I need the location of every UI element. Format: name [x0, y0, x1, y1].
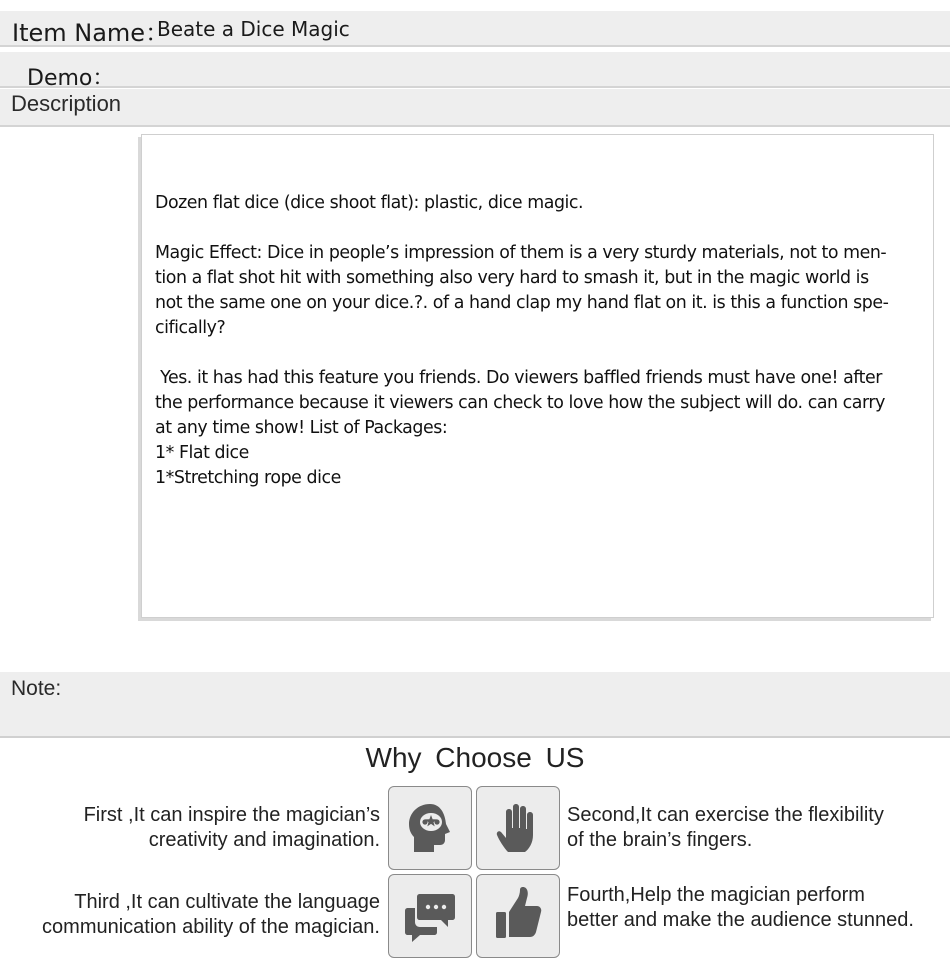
note-bar — [0, 672, 950, 738]
item-name-label: Item Name： — [12, 19, 170, 47]
note-label: Note: — [11, 677, 62, 700]
package-item: 1* Flat dice — [155, 443, 249, 463]
description-bar — [0, 89, 950, 127]
description-text — [155, 191, 935, 491]
feature-line: communication ability of the magician. — [42, 916, 380, 938]
description-line: Yes. it has had this feature you friends. Do viewers baffled friends must have one! after — [155, 368, 882, 388]
feature-2-tile — [476, 786, 560, 870]
feature-line: creativity and imagination. — [148, 829, 380, 851]
feature-line: Fourth,Help the magician perform — [567, 884, 865, 906]
feature-line: Third ,It can cultivate the language — [74, 891, 380, 913]
feature-4-text — [567, 883, 914, 933]
demo-label: Demo： — [27, 66, 115, 91]
feature-4-tile — [476, 874, 560, 958]
description-paragraph-1: Dozen flat dice (dice shoot flat): plastic, dice magic. — [155, 193, 584, 213]
description-line: cifically? — [155, 318, 226, 338]
description-line: tion a flat shot hit with something also very hard to smash it, but in the magic world is — [155, 268, 869, 288]
description-line: at any time show! List of Packages: — [155, 418, 448, 438]
feature-3-tile — [388, 874, 472, 958]
feature-line: of the brain’s fingers. — [567, 829, 753, 851]
feature-1-text — [84, 803, 380, 853]
feature-line: Second,It can exercise the flexibility — [567, 804, 884, 826]
why-choose-us-title: Why Choose US — [365, 742, 585, 773]
package-item: 1*Stretching rope dice — [155, 468, 341, 488]
item-name-value: Beate a Dice Magic — [157, 17, 350, 41]
feature-3-text — [42, 890, 380, 940]
hand-icon — [488, 798, 548, 858]
description-line: Magic Effect: Dice in people’s impression of them is a very sturdy materials, not to men- — [155, 243, 887, 263]
thumbs-up-icon — [488, 886, 548, 946]
feature-2-text — [567, 803, 884, 853]
chat-bubbles-icon — [400, 886, 460, 946]
feature-line: better and make the audience stunned. — [567, 909, 914, 931]
feature-line: First ,It can inspire the magician’s — [83, 804, 380, 826]
description-line: not the same one on your dice.?. of a hand clap my hand flat on it. is this a function spe- — [155, 293, 889, 313]
feature-1-tile — [388, 786, 472, 870]
description-line: the performance because it viewers can check to love how the subject will do. can carry — [155, 393, 885, 413]
brain-head-icon — [400, 798, 460, 858]
description-label: Description — [11, 91, 122, 116]
demo-bar — [0, 52, 950, 88]
